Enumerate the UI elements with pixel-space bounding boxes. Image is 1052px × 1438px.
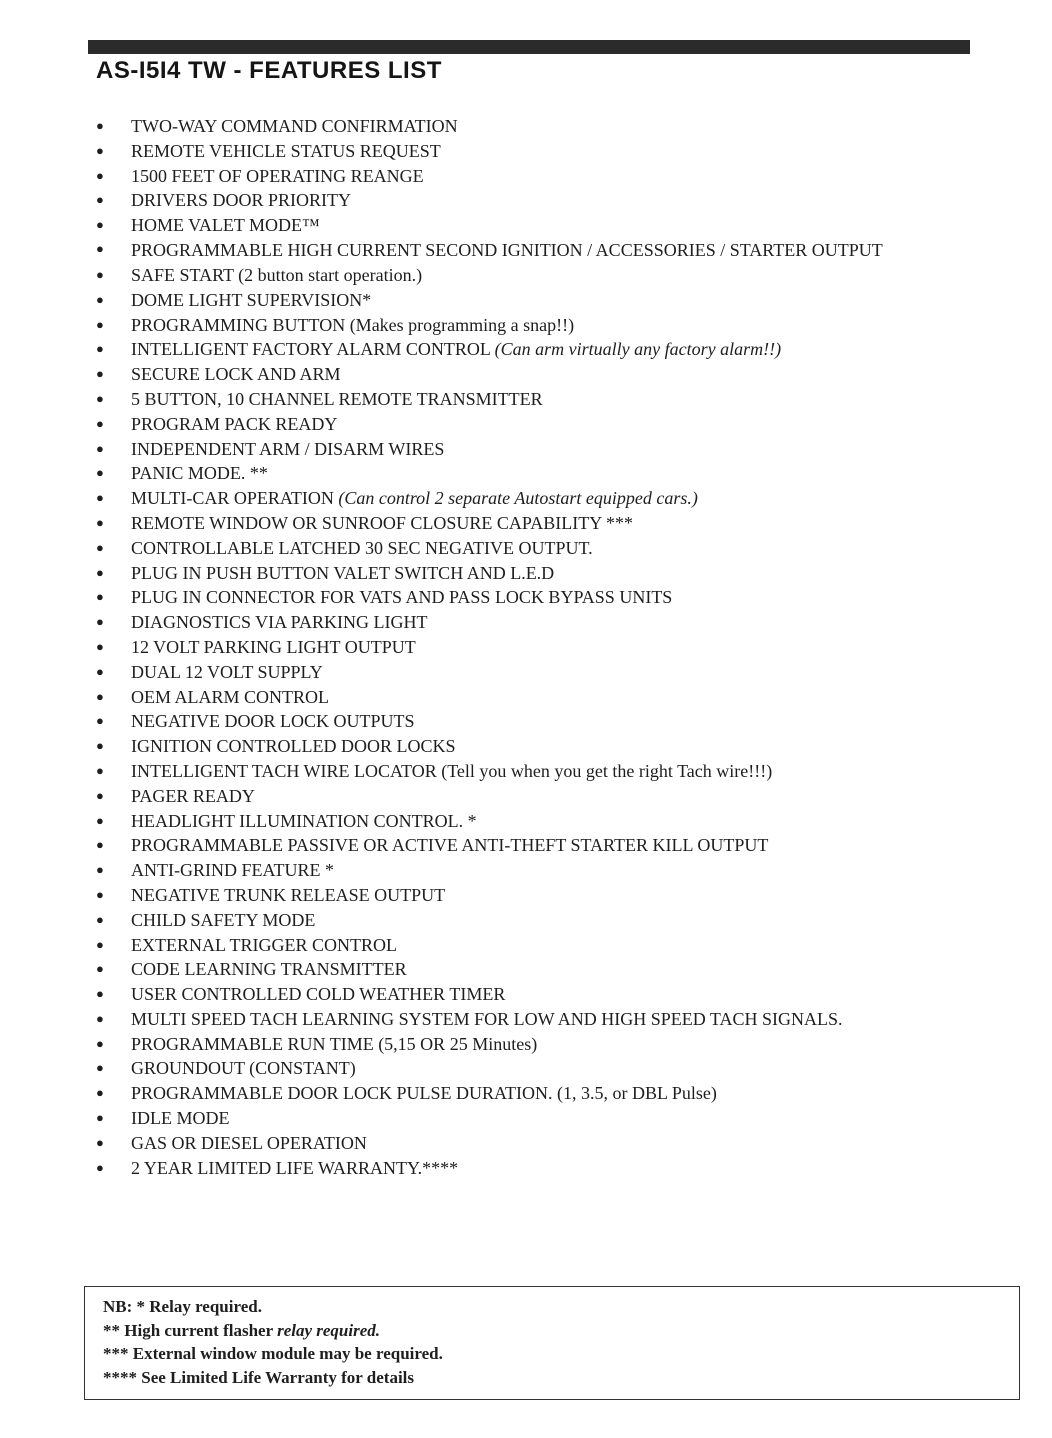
feature-item	[94, 1106, 944, 1131]
feature-item	[94, 982, 944, 1007]
feature-text: HEADLIGHT ILLUMINATION CONTROL. *	[131, 810, 477, 831]
bullet-icon: ●	[96, 217, 104, 233]
bullet-icon: ●	[96, 192, 104, 208]
feature-note: (Can arm virtually any factory alarm!!)	[494, 339, 782, 360]
bullet-icon: ●	[96, 812, 104, 828]
feature-item	[94, 759, 944, 784]
feature-text: PANIC MODE. **	[131, 463, 268, 484]
feature-item	[94, 1007, 944, 1032]
feature-text: SECURE LOCK AND ARM	[131, 364, 341, 385]
bullet-icon: ●	[96, 142, 104, 158]
feature-item	[94, 833, 944, 858]
bullet-icon: ●	[96, 886, 104, 902]
feature-item	[94, 883, 944, 908]
feature-text: ANTI-GRIND FEATURE *	[131, 860, 334, 881]
feature-text: PROGRAMMABLE RUN TIME (5,15 OR 25 Minutes)	[131, 1033, 538, 1054]
feature-item	[94, 188, 944, 213]
feature-text: PROGRAMMABLE DOOR LOCK PULSE DURATION. (1, 3.5, or DBL Pulse)	[131, 1083, 717, 1104]
feature-item	[94, 709, 944, 734]
feature-item	[94, 437, 944, 462]
feature-text: OEM ALARM CONTROL	[131, 686, 330, 707]
feature-text: INDEPENDENT ARM / DISARM WIRES	[131, 438, 445, 459]
bullet-icon: ●	[96, 316, 104, 332]
feature-item	[94, 387, 944, 412]
bullet-icon: ●	[96, 911, 104, 927]
features-list	[94, 114, 944, 1180]
bullet-icon: ●	[96, 465, 104, 481]
bullet-icon: ●	[96, 862, 104, 878]
footnote-flasher-italic: relay required.	[277, 1320, 381, 1340]
bullet-icon: ●	[96, 614, 104, 630]
bullet-icon: ●	[96, 415, 104, 431]
feature-text: PROGRAM PACK READY	[131, 413, 338, 434]
footnote-flasher	[103, 1319, 1019, 1343]
feature-text: EXTERNAL TRIGGER CONTROL	[131, 934, 397, 955]
feature-item	[94, 908, 944, 933]
feature-item	[94, 1131, 944, 1156]
bullet-icon: ●	[96, 1134, 104, 1150]
feature-text: 1500 FEET OF OPERATING REANGE	[131, 165, 424, 186]
feature-text: CONTROLLABLE LATCHED 30 SEC NEGATIVE OUTPUT.	[131, 537, 593, 558]
feature-text: MULTI SPEED TACH LEARNING SYSTEM FOR LOW AND HIGH SPEED TACH SIGNALS.	[131, 1008, 843, 1029]
bullet-icon: ●	[96, 589, 104, 605]
feature-item	[94, 1156, 944, 1181]
bullet-icon: ●	[96, 266, 104, 282]
feature-item	[94, 1032, 944, 1057]
feature-item	[94, 660, 944, 685]
bullet-icon: ●	[96, 366, 104, 382]
header-rule	[88, 40, 970, 54]
bullet-icon: ●	[96, 1060, 104, 1076]
footnote-relay: NB: * Relay required.	[103, 1297, 262, 1316]
footnotes-box	[84, 1286, 1020, 1400]
feature-item	[94, 139, 944, 164]
feature-item	[94, 536, 944, 561]
feature-item	[94, 164, 944, 189]
bullet-icon: ●	[96, 341, 104, 357]
bullet-icon: ●	[96, 118, 104, 133]
feature-item	[94, 1081, 944, 1106]
feature-text: PROGRAMMABLE PASSIVE OR ACTIVE ANTI-THEFT STARTER KILL OUTPUT	[131, 835, 769, 856]
feature-item	[94, 114, 944, 139]
bullet-icon: ●	[96, 564, 104, 580]
feature-text: PROGRAMMING BUTTON (Makes programming a snap!!)	[131, 314, 575, 335]
bullet-icon: ●	[96, 961, 104, 977]
feature-item	[94, 933, 944, 958]
feature-item	[94, 313, 944, 338]
bullet-icon: ●	[96, 762, 104, 778]
feature-item	[94, 685, 944, 710]
bullet-icon: ●	[96, 936, 104, 952]
feature-text: INTELLIGENT TACH WIRE LOCATOR (Tell you when you get the right Tach wire!!!)	[131, 760, 773, 781]
feature-text: IGNITION CONTROLLED DOOR LOCKS	[131, 736, 456, 757]
footnote-warranty: **** See Limited Life Warranty for details	[103, 1367, 415, 1387]
feature-item	[94, 511, 944, 536]
feature-text: DUAL 12 VOLT SUPPLY	[131, 661, 323, 682]
footnote-flasher-text: ** High current flasher	[103, 1320, 278, 1340]
feature-item	[94, 734, 944, 759]
feature-text: NEGATIVE DOOR LOCK OUTPUTS	[131, 711, 415, 732]
feature-text: PLUG IN CONNECTOR FOR VATS AND PASS LOCK BYPASS UNITS	[131, 587, 673, 608]
feature-text: USER CONTROLLED COLD WEATHER TIMER	[131, 984, 506, 1005]
feature-text: REMOTE WINDOW OR SUNROOF CLOSURE CAPABILITY ***	[131, 512, 634, 533]
feature-item	[94, 1056, 944, 1081]
feature-text: GROUNDOUT (CONSTANT)	[131, 1058, 356, 1079]
bullet-icon: ●	[96, 986, 104, 1002]
feature-item	[94, 610, 944, 635]
bullet-icon: ●	[96, 738, 104, 754]
bullet-icon: ●	[96, 1159, 104, 1175]
feature-text: CODE LEARNING TRANSMITTER	[131, 959, 407, 980]
feature-item	[94, 635, 944, 660]
bullet-icon: ●	[96, 490, 104, 506]
feature-text: 2 YEAR LIMITED LIFE WARRANTY.****	[131, 1157, 459, 1178]
feature-item	[94, 263, 944, 288]
feature-item	[94, 362, 944, 387]
feature-item	[94, 337, 944, 362]
bullet-icon: ●	[96, 837, 104, 853]
bullet-icon: ●	[96, 663, 104, 679]
feature-text: DOME LIGHT SUPERVISION*	[131, 289, 372, 310]
feature-text: DRIVERS DOOR PRIORITY	[131, 190, 352, 211]
bullet-icon: ●	[96, 1010, 104, 1026]
bullet-icon: ●	[96, 1110, 104, 1126]
bullet-icon: ●	[96, 390, 104, 406]
feature-item	[94, 858, 944, 883]
document-title: AS-I5I4 TW - FEATURES LIST	[96, 57, 442, 84]
bullet-icon: ●	[96, 787, 104, 803]
feature-text: NEGATIVE TRUNK RELEASE OUTPUT	[131, 884, 446, 905]
feature-text: TWO-WAY COMMAND CONFIRMATION	[131, 116, 458, 136]
bullet-icon: ●	[96, 638, 104, 654]
feature-item	[94, 957, 944, 982]
feature-text: CHILD SAFETY MODE	[131, 909, 316, 930]
bullet-icon: ●	[96, 240, 104, 256]
feature-text: PLUG IN PUSH BUTTON VALET SWITCH AND L.E.D	[131, 562, 555, 583]
feature-note: (Can control 2 separate Autostart equipped cars.)	[338, 488, 698, 509]
feature-text: IDLE MODE	[131, 1108, 230, 1129]
bullet-icon: ●	[96, 1085, 104, 1101]
feature-text: GAS OR DIESEL OPERATION	[131, 1132, 367, 1153]
feature-text: PROGRAMMABLE HIGH CURRENT SECOND IGNITION / ACCESSORIES / STARTER OUTPUT	[131, 239, 883, 260]
feature-item	[94, 486, 944, 511]
bullet-icon: ●	[96, 1035, 104, 1051]
feature-text: 5 BUTTON, 10 CHANNEL REMOTE TRANSMITTER	[131, 388, 543, 409]
bullet-icon: ●	[96, 539, 104, 555]
feature-text: REMOTE VEHICLE STATUS REQUEST	[131, 140, 441, 161]
feature-item	[94, 412, 944, 437]
bullet-icon: ●	[96, 713, 104, 729]
feature-text: MULTI-CAR OPERATION	[131, 488, 339, 509]
feature-text: SAFE START (2 button start operation.)	[131, 264, 423, 285]
feature-text: PAGER READY	[131, 785, 255, 806]
bullet-icon: ●	[96, 514, 104, 530]
feature-item	[94, 288, 944, 313]
bullet-icon: ●	[96, 688, 104, 704]
feature-item	[94, 213, 944, 238]
bullet-icon: ●	[96, 291, 104, 307]
bullet-icon: ●	[96, 167, 104, 183]
feature-item	[94, 809, 944, 834]
feature-text: HOME VALET MODE™	[131, 215, 320, 236]
feature-text: DIAGNOSTICS VIA PARKING LIGHT	[131, 612, 428, 633]
feature-item	[94, 461, 944, 486]
bullet-icon: ●	[96, 440, 104, 456]
feature-item	[94, 238, 901, 263]
feature-text: INTELLIGENT FACTORY ALARM CONTROL	[131, 339, 495, 360]
feature-item	[94, 585, 944, 610]
feature-text: 12 VOLT PARKING LIGHT OUTPUT	[131, 636, 416, 657]
footnote-window-module: *** External window module may be required.	[103, 1344, 443, 1363]
feature-item	[94, 561, 944, 586]
feature-item	[94, 784, 944, 809]
